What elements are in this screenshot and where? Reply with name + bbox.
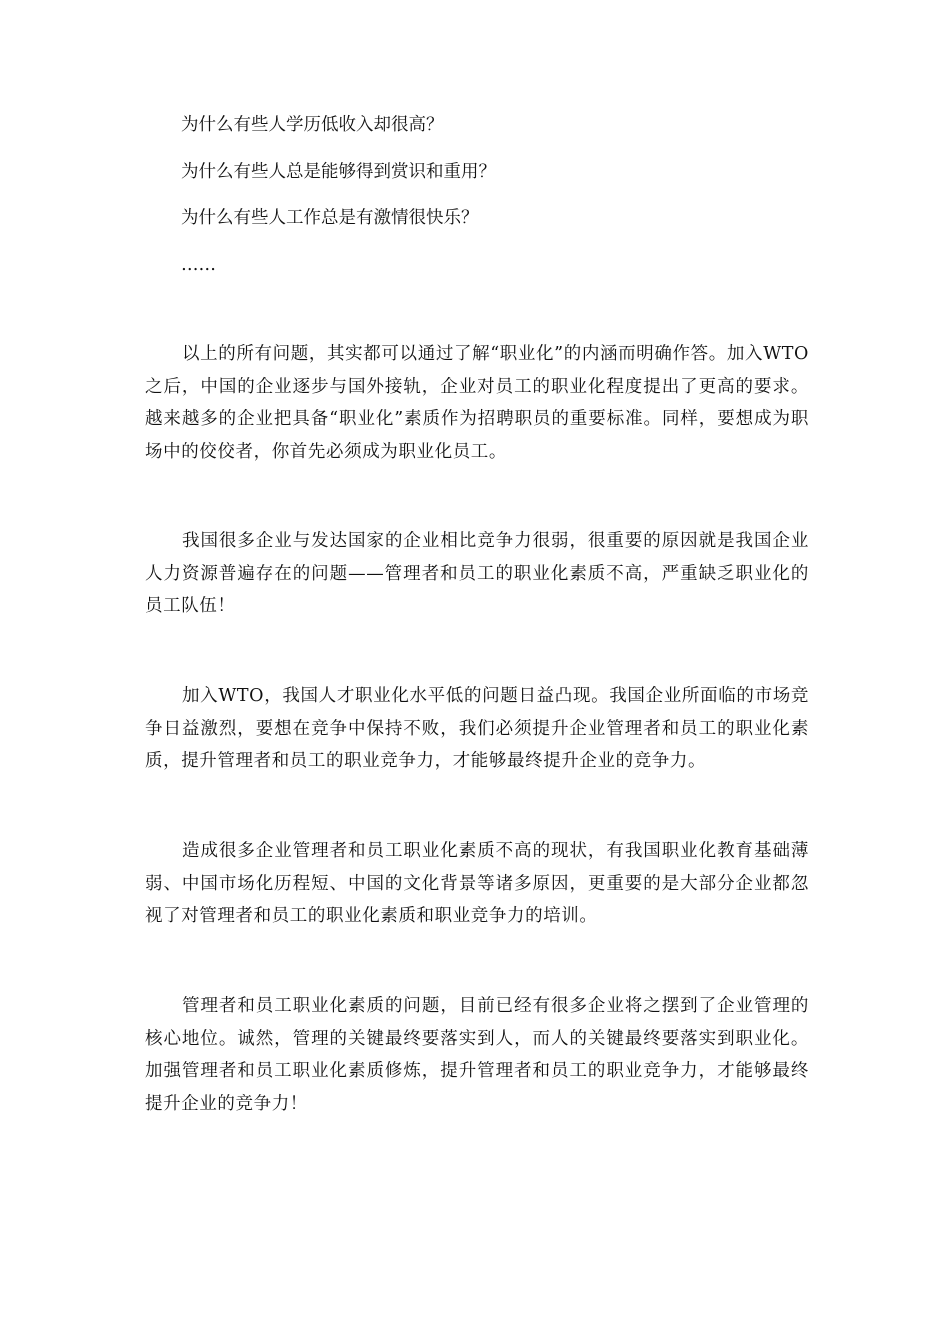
question-line: 为什么有些人学历低收入却很高？ xyxy=(181,115,444,135)
body-paragraph: 以上的所有问题，其实都可以通过了解“职业化”的内涵而明确作答。加入WTO之后，中国的企业逐步与国外接轨，企业对员工的职业化程度提出了更高的要求。越来越多的企业把具备“职业化”素质作为招聘职员的重要标准。同样，要想成为职场中的佼佼者，你首先必须成为职业化员工。 xyxy=(145,344,809,462)
question-line: 为什么有些人总是能够得到赏识和重用？ xyxy=(181,161,496,182)
body-paragraph: 加入WTO，我国人才职业化水平低的问题日益凸现。我国企业所面临的市场竞争日益激烈，要想在竞争中保持不败，我们必须提升企业管理者和员工的职业化素质，提升管理者和员工的职业竞争力，才能够最终提升企业的竞争力。 xyxy=(145,686,809,771)
body-paragraph: 我国很多企业与发达国家的企业相比竞争力很弱，很重要的原因就是我国企业人力资源普遍存在的问题——管理者和员工的职业化素质不高，严重缺乏职业化的员工队伍！ xyxy=(145,531,809,616)
question-line: 为什么有些人工作总是有激情很快乐？ xyxy=(181,208,479,228)
ellipsis-line: …… xyxy=(181,254,216,275)
question-list xyxy=(181,114,821,300)
body-paragraph: 造成很多企业管理者和员工职业化素质不高的现状，有我国职业化教育基础薄弱、中国市场化历程短、中国的文化背景等诸多原因，更重要的是大部分企业都忽视了对管理者和员工的职业化素质和职业竞争力的培训。 xyxy=(145,841,809,926)
body-paragraph: 管理者和员工职业化素质的问题，目前已经有很多企业将之摆到了企业管理的核心地位。诚然，管理的关键最终要落实到人，而人的关键最终要落实到职业化。加强管理者和员工职业化素质修炼，提升管理者和员工的职业竞争力，才能够最终提升企业的竞争力！ xyxy=(145,996,809,1114)
